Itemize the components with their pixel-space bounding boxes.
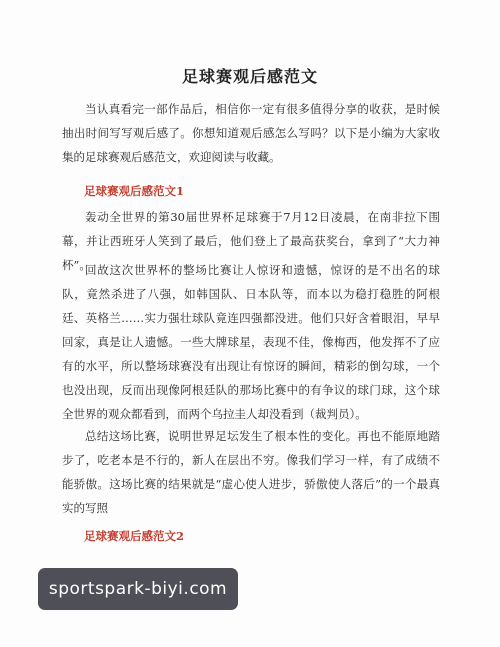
section-heading-2: 足球赛观后感范文2 (84, 529, 185, 543)
section-1-paragraph-2: 回故这次世界杯的整场比赛让人惊讶和遗憾，惊讶的是不出名的球队，竟然杀进了八强，如韩国队、日本队等，而本以为稳打稳胜的阿根廷、英格兰……实力强壮球队竟连四强都没进。他们只好含着眼泪，早早回家，真是让人遗憾。一些大牌球星，表现不佳，像梅西，他发挥不了应有的水平，所以整场球赛没有出现让有惊讶的瞬间，精彩的倒勾球，一个也没出现，反而出现像阿根廷队的那场比赛中的有争议的球门球，这个球全世界的观众都看到，而两个乌拉圭人却没看到（裁判员）。 (62, 263, 440, 421)
section-1-paragraph-3: 总结这场比赛，说明世界足坛发生了根本性的变化。再也不能原地踏步了，吃老本是不行的，新人在层出不穷。像我们学习一样，有了成绩不能骄傲。这场比赛的结果就是“虚心使人进步，骄傲使人落后”的一个最真实的写照 (62, 429, 440, 515)
section-heading-1: 足球赛观后感范文1 (84, 184, 185, 198)
intro-paragraph: 当认真看完一部作品后，相信你一定有很多值得分享的收获，是时候抽出时间写写观后感了。你想知道观后感怎么写吗？以下是小编为大家收集的足球赛观后感范文，欢迎阅读与收藏。 (62, 102, 440, 164)
section-1-paragraph-1: 轰动全世界的第30届世界杯足球赛于7月12日凌晨，在南非拉下围幕，并让西班牙人笑到了最后，他们登上了最高获奖台，拿到了“大力神杯”。 (62, 210, 440, 272)
site-watermark (38, 568, 238, 610)
document-title: 足球赛观后感范文 (181, 67, 318, 86)
watermark-text: sportspark-biyi.com (48, 579, 228, 599)
